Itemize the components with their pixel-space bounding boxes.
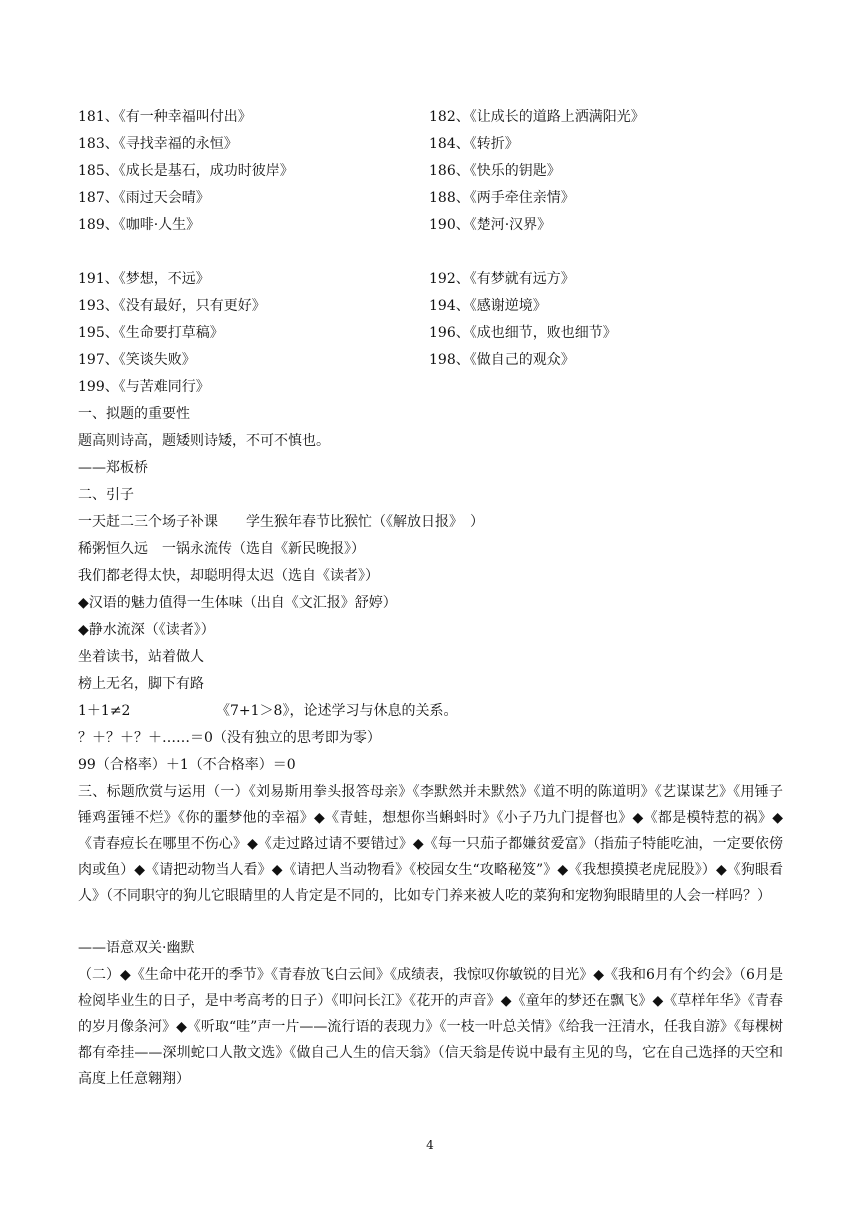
list-item: 182、《让成长的道路上洒满阳光》 <box>429 109 645 125</box>
quote-text: 题高则诗高，题矮则诗矮，不可不慎也。 <box>78 433 330 449</box>
title-appreciation-paragraph: 三、标题欣赏与运用（一）《刘易斯用拳头报答母亲》《李默然并未默然》《道不明的陈道明》《艺谋谋艺》《用锤子锤鸡蛋锤不烂》《你的噩梦他的幸福》◆《青蛙，想想你当蝌蚪时》《小子乃九门提督也》◆《都是模特惹的祸》◆《青春痘长在哪里不伤心》◆《走过路过请不要错过》◆《每一只茄子都嫌贫爱富》（指茄子特能吃油，一定要依傍肉或鱼）◆《请把动物当人看》◆《请把人当动物看》《校园女生“攻略秘笈”》◆《我想摸摸老虎屁股》）◆《狗眼看人》（不同职守的狗儿它眼睛里的人肯定是不同的，比如专门养来被人吃的菜狗和宠物狗眼睛里的人会一样吗？） <box>78 784 783 904</box>
page-number: 4 <box>426 1138 434 1152</box>
list-item: 194、《感谢逆境》 <box>429 298 547 314</box>
list-row <box>78 104 783 130</box>
intro-line: ◆静水流深（《读者》） <box>78 622 215 638</box>
list-item: 187、《雨过天会晴》 <box>78 190 210 206</box>
list-row <box>78 185 783 211</box>
list-item: 197、《笑谈失败》 <box>78 352 196 368</box>
list-item: 199、《与苦难同行》 <box>78 379 210 395</box>
intro-line: 我们都老得太快，却聪明得太迟（选自《读者》） <box>78 568 379 584</box>
list-item: 181、《有一种幸福叫付出》 <box>78 109 252 125</box>
list-row <box>78 347 783 373</box>
title-appreciation-paragraph-2: （二）◆《生命中花开的季节》《青春放飞白云间》《成绩表，我惊叹你敏锐的目光》◆《我和6月有个约会》（6月是检阅毕业生的日子，是中考高考的日子）《叩问长江》《花开的声音》◆《童年的梦还在飘飞》◆《草样年华》《青春的岁月像条河》◆《听取“哇”声一片——流行语的表现力》《一枝一叶总关情》《给我一汪清水，任我自游》《每棵树都有牵挂——深圳蛇口人散文选》《做自己人生的信天翁》（信天翁是传说中最有主见的鸟，它在自己选择的天空和高度上任意翱翔） <box>78 967 783 1087</box>
pass-rate-line: 99（合格率）＋1（不合格率）＝0 <box>78 757 296 773</box>
list-row <box>78 266 783 292</box>
list-row <box>78 320 783 346</box>
list-item: 195、《生命要打草稿》 <box>78 325 224 341</box>
intro-line: 一天赶二三个场子补课 学生猴年春节比猴忙（《解放日报》 ） <box>78 514 484 530</box>
list-row <box>78 212 783 238</box>
list-item: 190、《楚河·汉界》 <box>429 217 552 233</box>
quote-author: ——郑板桥 <box>78 460 148 476</box>
list-item: 198、《做自己的观众》 <box>429 352 575 368</box>
section-heading: 二、引子 <box>78 487 134 503</box>
math-line <box>78 698 783 724</box>
list-item: 193、《没有最好，只有更好》 <box>78 298 266 314</box>
list-item: 186、《快乐的钥匙》 <box>429 163 561 179</box>
list-item: 185、《成长是基石，成功时彼岸》 <box>78 163 294 179</box>
list-item: 188、《两手牵住亲情》 <box>429 190 575 206</box>
math-expression: 1＋1≠2 <box>78 703 131 719</box>
question-line: ？＋？＋？＋……＝0（没有独立的思考即为零） <box>78 730 381 746</box>
list-item: 192、《有梦就有远方》 <box>429 271 575 287</box>
list-item: 183、《寻找幸福的永恒》 <box>78 136 238 152</box>
intro-line: ◆汉语的魅力值得一生体味（出自《文汇报》舒婷） <box>78 595 397 611</box>
list-item: 196、《成也细节，败也细节》 <box>429 325 617 341</box>
list-row <box>78 131 783 157</box>
list-item: 189、《咖啡·人生》 <box>78 217 201 233</box>
paragraph-signature: ——语意双关·幽默 <box>78 940 195 956</box>
list-item: 184、《转折》 <box>429 136 519 152</box>
math-title: 《7+1＞8》，论述学习与休息的关系。 <box>216 703 458 719</box>
intro-line: 稀粥恒久远 一锅永流传（选自《新民晚报》） <box>78 541 365 557</box>
intro-line: 榜上无名，脚下有路 <box>78 676 204 692</box>
list-item: 191、《梦想，不远》 <box>78 271 210 287</box>
intro-line: 坐着读书，站着做人 <box>78 649 204 665</box>
section-heading: 一、拟题的重要性 <box>78 406 190 422</box>
list-row <box>78 293 783 319</box>
list-row <box>78 158 783 184</box>
